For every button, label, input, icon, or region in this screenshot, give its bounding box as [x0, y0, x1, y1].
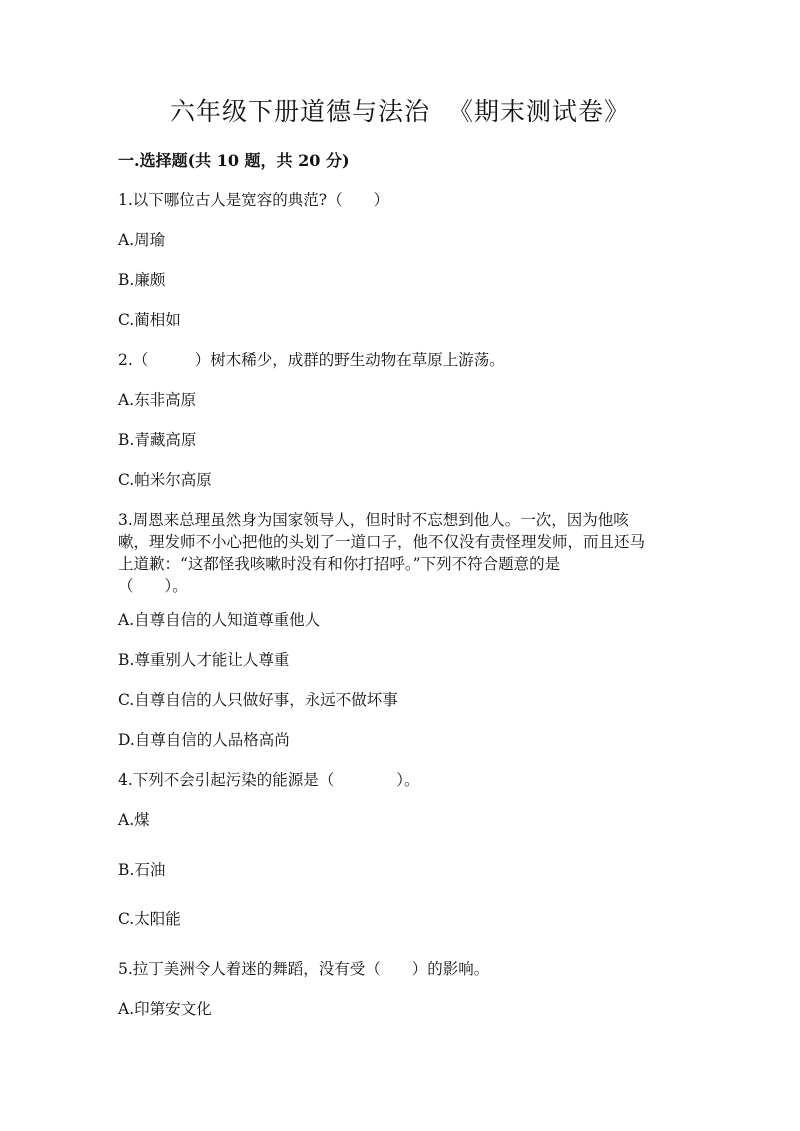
question-2-option-a: A.东非高原 [118, 391, 197, 409]
question-4-option-c: C.太阳能 [118, 910, 181, 928]
question-3-option-b: B.尊重别人才能让人尊重 [118, 651, 290, 669]
question-5-stem: 5.拉丁美洲令人着迷的舞蹈，没有受（ ）的影响。 [118, 960, 490, 978]
question-1-stem: 1.以下哪位古人是宽容的典范?（ ） [118, 191, 390, 209]
question-3-option-d: D.自尊自信的人品格高尚 [118, 731, 290, 749]
question-2-stem: 2.（ ）树木稀少，成群的野生动物在草原上游荡。 [118, 351, 505, 369]
page-title: 六年级下册道德与法治 《期末测试卷》 [170, 97, 630, 126]
question-3-stem-line-3: 上道歉：“这都怪我咳嗽时没有和你打招呼。”下列不符合题意的是 [118, 555, 561, 573]
question-1-option-a: A.周瑜 [118, 231, 166, 249]
question-1-option-b: B.廉颇 [118, 271, 166, 289]
question-3-stem-line-2: 嗽，理发师不小心把他的头划了一道口子，他不仅没有责怪理发师，而且还马 [118, 533, 646, 551]
question-4-option-b: B.石油 [118, 861, 166, 879]
question-3-option-c: C.自尊自信的人只做好事，永远不做坏事 [118, 691, 398, 709]
question-3-stem-line-1: 3.周恩来总理虽然身为国家领导人，但时时不忘想到他人。一次，因为他咳 [118, 511, 629, 529]
question-1-option-c: C.蔺相如 [118, 311, 181, 329]
question-5-option-a: A.印第安文化 [118, 1000, 212, 1018]
question-4-option-a: A.煤 [118, 811, 150, 829]
question-2-option-b: B.青藏高原 [118, 431, 197, 449]
section-heading: 一.选择题(共 10 题，共 20 分) [118, 151, 350, 170]
question-3-option-a: A.自尊自信的人知道尊重他人 [118, 611, 321, 629]
question-2-option-c: C.帕米尔高原 [118, 471, 212, 489]
question-4-stem: 4.下列不会引起污染的能源是（ ）。 [118, 771, 420, 789]
question-3-stem-line-4: （ ）。 [118, 577, 188, 595]
